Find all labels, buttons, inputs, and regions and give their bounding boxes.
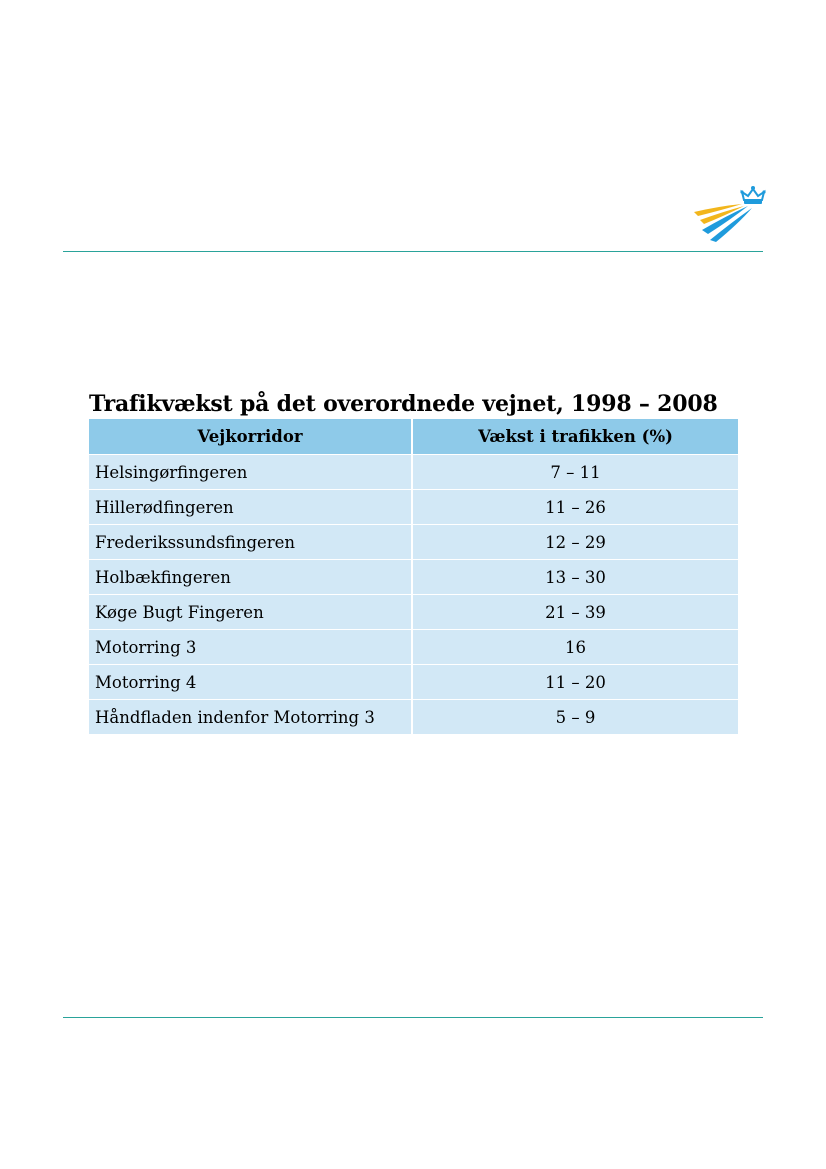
growth-cell: 12 – 29	[412, 525, 738, 560]
growth-cell: 16	[412, 630, 738, 665]
table-row	[89, 525, 738, 560]
header-corridor: Vejkorridor	[89, 419, 412, 455]
table-header-row	[89, 419, 738, 455]
table-row	[89, 595, 738, 630]
table-row	[89, 490, 738, 525]
table-row	[89, 630, 738, 665]
table-row	[89, 700, 738, 735]
traffic-growth-table	[89, 419, 738, 734]
header-rule	[63, 251, 763, 252]
corridor-cell: Frederikssundsfingeren	[89, 525, 412, 560]
corridor-cell: Håndfladen indenfor Motorring 3	[89, 700, 412, 735]
table-row	[89, 560, 738, 595]
growth-cell: 5 – 9	[412, 700, 738, 735]
corridor-cell: Motorring 4	[89, 665, 412, 700]
table-row	[89, 665, 738, 700]
corridor-cell: Køge Bugt Fingeren	[89, 595, 412, 630]
vejdirektoratet-logo-icon	[692, 186, 768, 242]
corridor-cell: Helsingørfingeren	[89, 455, 412, 490]
corridor-cell: Holbækfingeren	[89, 560, 412, 595]
growth-cell: 21 – 39	[412, 595, 738, 630]
growth-cell: 7 – 11	[412, 455, 738, 490]
header-growth: Vækst i trafikken (%)	[412, 419, 738, 455]
corridor-cell: Hillerødfingeren	[89, 490, 412, 525]
table-row	[89, 455, 738, 490]
footer-rule	[63, 1017, 763, 1018]
growth-cell: 11 – 26	[412, 490, 738, 525]
table-title: Trafikvækst på det overordnede vejnet, 1998 – 2008	[89, 391, 718, 417]
corridor-cell: Motorring 3	[89, 630, 412, 665]
growth-cell: 11 – 20	[412, 665, 738, 700]
growth-cell: 13 – 30	[412, 560, 738, 595]
